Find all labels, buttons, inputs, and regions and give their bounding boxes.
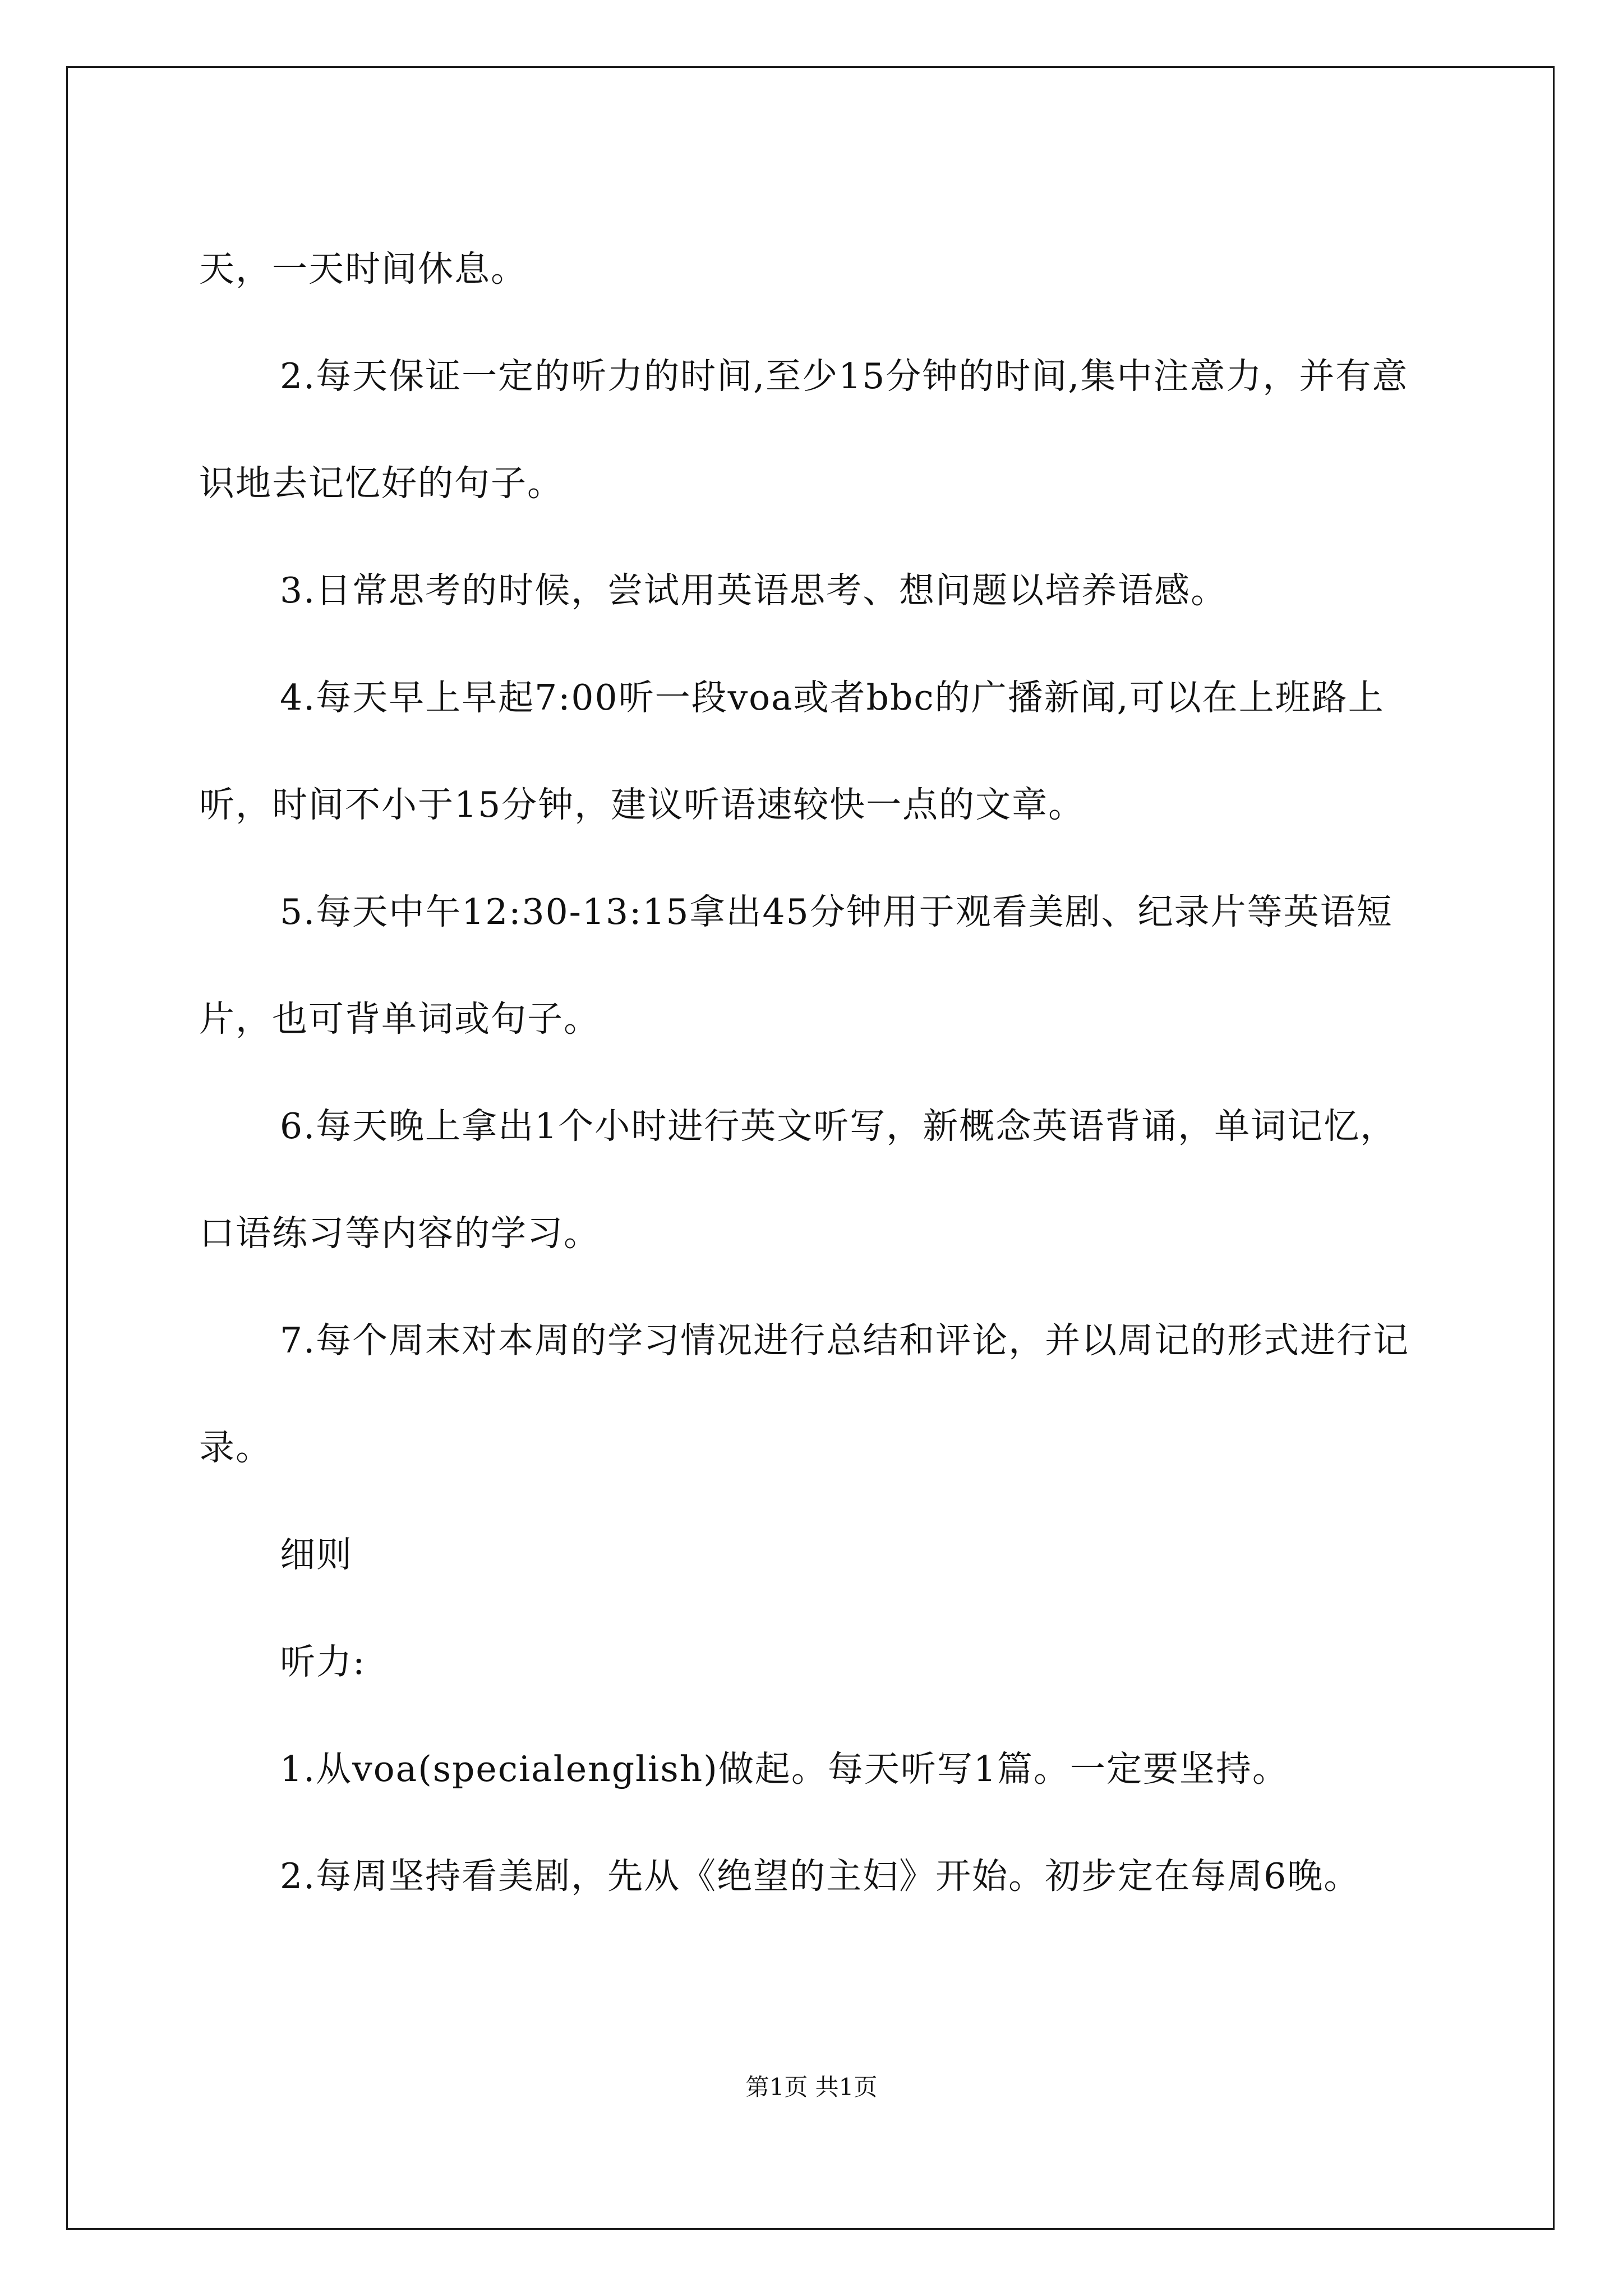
paragraph-voa-dictation: 1.从voa(specialenglish)做起。每天听写1篇。一定要坚持。 — [280, 1749, 1289, 1789]
subheading-listening: 听力: — [280, 1641, 366, 1682]
paragraph-evening-study: 6.每天晚上拿出1个小时进行英文听写，新概念英语背诵，单词记忆，口语练习等内容的学习。 — [199, 1106, 1397, 1254]
paragraph-rest-day: 天，一天时间休息。 — [199, 249, 527, 289]
paragraph-noon-shows: 5.每天中午12:30-13:15拿出45分钟用于观看美剧、纪录片等英语短片，也可背单词或句子。 — [199, 891, 1393, 1039]
paragraph-morning-news: 4.每天早上早起7:00听一段voa或者bbc的广播新闻,可以在上班路上听，时间不小于15分钟，建议听语速较快一点的文章。 — [199, 677, 1385, 825]
document-body — [199, 215, 1427, 1930]
section-heading-details: 细则 — [280, 1534, 353, 1575]
paragraph-weekend-review: 7.每个周末对本周的学习情况进行总结和评论，并以周记的形式进行记录。 — [199, 1320, 1410, 1468]
paragraph-listening-time: 2.每天保证一定的听力的时间,至少15分钟的时间,集中注意力，并有意识地去记忆好的句子。 — [199, 356, 1409, 504]
paragraph-american-dramas: 2.每周坚持看美剧，先从《绝望的主妇》开始。初步定在每周6晚。 — [280, 1856, 1361, 1897]
paragraph-think-in-english: 3.日常思考的时候，尝试用英语思考、想问题以培养语感。 — [280, 570, 1228, 611]
page-footer: 第1页 共1页 — [745, 2073, 878, 2101]
